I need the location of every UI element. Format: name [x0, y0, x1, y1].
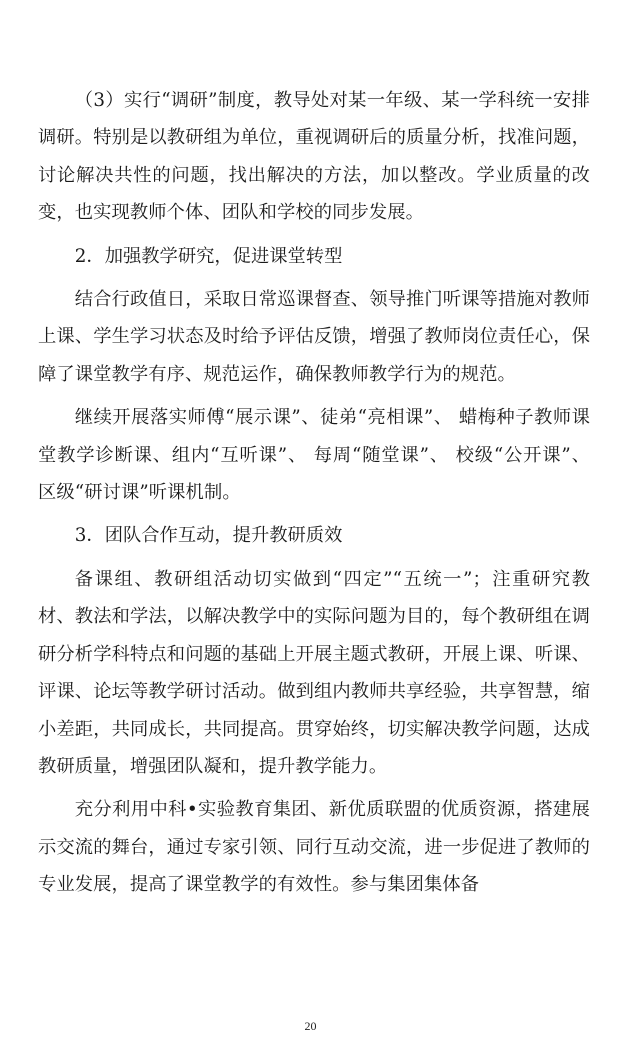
- paragraph-administrative-duty: 结合行政值日，采取日常巡课督查、领导推门听课等措施对教师上课、学生学习状态及时给予评估反馈，增强了教师岗位责任心，保障了课堂教学有序、规范运作，确保教师教学行为的规范。: [38, 289, 590, 385]
- section-heading-teaching-research: 2．加强教学研究，促进课堂转型: [74, 245, 343, 267]
- paragraph-group-resources: 充分利用中科•实验教育集团、新优质联盟的优质资源，搭建展示交流的舞台，通过专家引领、同行互动交流，进一步促进了教师的专业发展，提高了课堂教学的有效性。参与集团集体备: [38, 799, 590, 896]
- paragraph-lesson-prep-groups: 备课组、教研组活动切实做到“四定”“五统一”；注重研究教材、教法和学法，以解决教学中的实际问题为目的，每个教研组在调研分析学科特点和问题的基础上开展主题式教研，开展上课、听课、评课、论坛等教学研讨活动。做到组内教师共享经验，共享智慧，缩小差距，共同成长，共同提高。贯穿始终，切实解决教学问题，达成教研质量，增强团队凝和，提升教学能力。: [38, 568, 590, 777]
- page-number: 20: [304, 1019, 317, 1033]
- paragraph-research-system: （3）实行“调研”制度，教导处对某一年级、某一学科统一安排调研。特别是以教研组为单位，重视调研后的质量分析，找准问题，讨论解决共性的问题，找出解决的方法，加以整改。学业质量的改变，也实现教师个体、团队和学校的同步发展。: [38, 90, 590, 224]
- document-page: [38, 82, 590, 904]
- paragraph-lesson-mechanism: 继续开展落实师傅“展示课”、徒弟“亮相课”、 蜡梅种子教师课堂教学诊断课、组内“互听课”、 每周“随堂课”、 校级“公开课”、 区级“研讨课”听课机制。: [38, 407, 590, 504]
- section-heading-team-cooperation: 3．团队合作互动，提升教研质效: [74, 525, 343, 547]
